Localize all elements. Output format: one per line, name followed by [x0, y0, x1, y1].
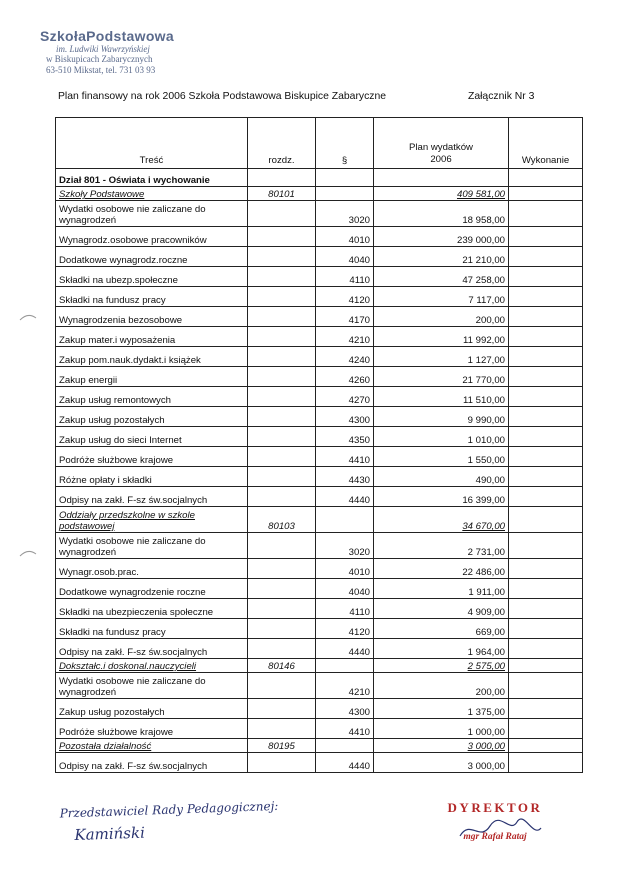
- cell-rozdzial: [248, 387, 316, 407]
- margin-hole-mark: [18, 548, 38, 558]
- director-name: mgr Rafał Rataj: [463, 832, 527, 842]
- table-row: [56, 619, 583, 639]
- cell-description: Szkoły Podstawowe: [56, 187, 248, 201]
- table-row: [56, 533, 583, 559]
- cell-description: Odpisy na zakł. F-sz św.socjalnych: [56, 753, 248, 773]
- cell-plan-amount: 11 510,00: [374, 387, 509, 407]
- table-row: [56, 753, 583, 773]
- cell-rozdzial: [248, 699, 316, 719]
- cell-description: Składki na ubezp.społeczne: [56, 267, 248, 287]
- cell-wykonanie: [509, 659, 583, 673]
- council-signature: [59, 793, 320, 846]
- table-body: [56, 169, 583, 773]
- cell-plan-amount: 239 000,00: [374, 227, 509, 247]
- table-row: [56, 427, 583, 447]
- cell-wykonanie: [509, 169, 583, 187]
- cell-description: Wynagr.osob.prac.: [56, 559, 248, 579]
- cell-rozdzial: [248, 407, 316, 427]
- cell-rozdzial: [248, 639, 316, 659]
- table-row: [56, 267, 583, 287]
- cell-plan-amount: 200,00: [374, 307, 509, 327]
- cell-paragraph: 3020: [316, 201, 374, 227]
- table-row: [56, 467, 583, 487]
- cell-rozdzial: 80101: [248, 187, 316, 201]
- cell-paragraph: 4040: [316, 579, 374, 599]
- cell-rozdzial: [248, 201, 316, 227]
- table-header-row: [56, 118, 583, 169]
- cell-description: Dodatkowe wynagrodz.roczne: [56, 247, 248, 267]
- header-tresc: Treść: [56, 118, 248, 169]
- cell-plan-amount: 21 770,00: [374, 367, 509, 387]
- cell-wykonanie: [509, 673, 583, 699]
- cell-paragraph: 4170: [316, 307, 374, 327]
- cell-description: Wydatki osobowe nie zaliczane do wynagrodzeń: [56, 673, 248, 699]
- cell-plan-amount: 409 581,00: [374, 187, 509, 201]
- cell-plan-amount: 4 909,00: [374, 599, 509, 619]
- cell-plan-amount: 1 964,00: [374, 639, 509, 659]
- cell-description: Wynagrodz.osobowe pracowników: [56, 227, 248, 247]
- cell-rozdzial: [248, 227, 316, 247]
- table-row: [56, 487, 583, 507]
- cell-description: Dokształc.i doskonal.nauczycieli: [56, 659, 248, 673]
- cell-rozdzial: [248, 427, 316, 447]
- cell-rozdzial: [248, 287, 316, 307]
- cell-rozdzial: [248, 533, 316, 559]
- cell-paragraph: 4040: [316, 247, 374, 267]
- cell-wykonanie: [509, 347, 583, 367]
- cell-plan-amount: 490,00: [374, 467, 509, 487]
- cell-rozdzial: [248, 447, 316, 467]
- cell-rozdzial: [248, 267, 316, 287]
- subsection-row: [56, 507, 583, 533]
- cell-rozdzial: [248, 559, 316, 579]
- cell-plan-amount: 3 000,00: [374, 753, 509, 773]
- cell-paragraph: 4350: [316, 427, 374, 447]
- table-row: [56, 699, 583, 719]
- cell-rozdzial: [248, 247, 316, 267]
- table-row: [56, 559, 583, 579]
- table-row: [56, 307, 583, 327]
- cell-paragraph: 4120: [316, 619, 374, 639]
- cell-paragraph: 4440: [316, 639, 374, 659]
- cell-wykonanie: [509, 307, 583, 327]
- cell-wykonanie: [509, 507, 583, 533]
- cell-description: Odpisy na zakł. F-sz św.socjalnych: [56, 487, 248, 507]
- subsection-row: [56, 187, 583, 201]
- document-title: Plan finansowy na rok 2006 Szkoła Podstawowa Biskupice Zabaryczne: [58, 91, 387, 102]
- cell-wykonanie: [509, 599, 583, 619]
- cell-description: Wynagrodzenia bezosobowe: [56, 307, 248, 327]
- cell-wykonanie: [509, 247, 583, 267]
- subsection-row: [56, 659, 583, 673]
- cell-description: Składki na fundusz pracy: [56, 619, 248, 639]
- cell-paragraph: [316, 659, 374, 673]
- table-row: [56, 387, 583, 407]
- cell-wykonanie: [509, 201, 583, 227]
- cell-paragraph: 4270: [316, 387, 374, 407]
- cell-plan-amount: 1 010,00: [374, 427, 509, 447]
- cell-paragraph: 4440: [316, 753, 374, 773]
- cell-description: Dział 801 - Oświata i wychowanie: [56, 169, 248, 187]
- cell-paragraph: 4120: [316, 287, 374, 307]
- subsection-row: [56, 739, 583, 753]
- cell-rozdzial: [248, 307, 316, 327]
- cell-wykonanie: [509, 367, 583, 387]
- cell-description: Wydatki osobowe nie zaliczane do wynagrodzeń: [56, 201, 248, 227]
- header-plan-label: Plan wydatków 2006: [409, 142, 473, 165]
- cell-rozdzial: [248, 327, 316, 347]
- cell-description: Podróże służbowe krajowe: [56, 447, 248, 467]
- cell-rozdzial: [248, 169, 316, 187]
- cell-rozdzial: [248, 487, 316, 507]
- header-plan: [374, 118, 509, 169]
- cell-wykonanie: [509, 619, 583, 639]
- cell-plan-amount: 47 258,00: [374, 267, 509, 287]
- cell-description: Zakup usług do sieci Internet: [56, 427, 248, 447]
- cell-plan-amount: 3 000,00: [374, 739, 509, 753]
- table-row: [56, 673, 583, 699]
- cell-wykonanie: [509, 739, 583, 753]
- cell-plan-amount: 18 958,00: [374, 201, 509, 227]
- cell-description: Zakup mater.i wyposażenia: [56, 327, 248, 347]
- cell-plan-amount: 1 911,00: [374, 579, 509, 599]
- table-row: [56, 447, 583, 467]
- table-row: [56, 227, 583, 247]
- cell-description: Zakup pom.nauk.dydakt.i książek: [56, 347, 248, 367]
- cell-wykonanie: [509, 579, 583, 599]
- cell-rozdzial: [248, 347, 316, 367]
- cell-description: Zakup usług pozostałych: [56, 407, 248, 427]
- cell-plan-amount: 16 399,00: [374, 487, 509, 507]
- cell-plan-amount: 2 731,00: [374, 533, 509, 559]
- cell-plan-amount: 7 117,00: [374, 287, 509, 307]
- cell-rozdzial: [248, 599, 316, 619]
- cell-description: Zakup energii: [56, 367, 248, 387]
- cell-wykonanie: [509, 387, 583, 407]
- table-row: [56, 367, 583, 387]
- cell-rozdzial: [248, 753, 316, 773]
- section-row: [56, 169, 583, 187]
- cell-plan-amount: 1 550,00: [374, 447, 509, 467]
- school-stamp: [40, 28, 210, 75]
- cell-paragraph: 4010: [316, 559, 374, 579]
- cell-paragraph: 4440: [316, 487, 374, 507]
- cell-plan-amount: [374, 169, 509, 187]
- cell-plan-amount: 200,00: [374, 673, 509, 699]
- cell-plan-amount: 2 575,00: [374, 659, 509, 673]
- cell-plan-amount: 1 375,00: [374, 699, 509, 719]
- director-title: DYREKTOR: [447, 800, 543, 815]
- header-paragraph: §: [316, 118, 374, 169]
- cell-description: Pozostała działalność: [56, 739, 248, 753]
- cell-rozdzial: 80103: [248, 507, 316, 533]
- cell-paragraph: 4430: [316, 467, 374, 487]
- cell-paragraph: 4260: [316, 367, 374, 387]
- cell-paragraph: 4010: [316, 227, 374, 247]
- cell-wykonanie: [509, 753, 583, 773]
- cell-wykonanie: [509, 327, 583, 347]
- cell-paragraph: 4110: [316, 267, 374, 287]
- cell-wykonanie: [509, 699, 583, 719]
- cell-wykonanie: [509, 719, 583, 739]
- cell-paragraph: [316, 187, 374, 201]
- annex-label: Załącznik Nr 3: [468, 91, 535, 102]
- cell-plan-amount: 11 992,00: [374, 327, 509, 347]
- cell-paragraph: 4410: [316, 719, 374, 739]
- cell-rozdzial: [248, 467, 316, 487]
- cell-wykonanie: [509, 533, 583, 559]
- cell-description: Podróże służbowe krajowe: [56, 719, 248, 739]
- margin-hole-mark: [18, 312, 38, 322]
- cell-rozdzial: [248, 579, 316, 599]
- stamp-location: w Biskupicach Zabarycznych: [46, 54, 153, 65]
- director-stamp: [425, 800, 565, 842]
- budget-table: [55, 117, 583, 773]
- stamp-school-name: SzkołaPodstawowa: [40, 28, 174, 44]
- table-row: [56, 247, 583, 267]
- cell-wykonanie: [509, 559, 583, 579]
- cell-wykonanie: [509, 227, 583, 247]
- director-signature-scrawl: [455, 814, 545, 844]
- cell-paragraph: 4410: [316, 447, 374, 467]
- header-wykonanie: Wykonanie: [509, 118, 583, 169]
- cell-wykonanie: [509, 427, 583, 447]
- cell-paragraph: 4240: [316, 347, 374, 367]
- cell-description: Oddziały przedszkolne w szkole podstawowej: [56, 507, 248, 533]
- cell-rozdzial: [248, 619, 316, 639]
- cell-description: Zakup usług pozostałych: [56, 699, 248, 719]
- cell-wykonanie: [509, 267, 583, 287]
- header-rozdz: rozdz.: [248, 118, 316, 169]
- cell-paragraph: [316, 507, 374, 533]
- cell-wykonanie: [509, 187, 583, 201]
- table-row: [56, 347, 583, 367]
- cell-paragraph: 4210: [316, 673, 374, 699]
- cell-description: Odpisy na zakł. F-sz św.socjalnych: [56, 639, 248, 659]
- cell-rozdzial: [248, 367, 316, 387]
- cell-description: Wydatki osobowe nie zaliczane do wynagrodzeń: [56, 533, 248, 559]
- cell-plan-amount: 34 670,00: [374, 507, 509, 533]
- cell-paragraph: [316, 169, 374, 187]
- table-row: [56, 201, 583, 227]
- cell-wykonanie: [509, 287, 583, 307]
- cell-paragraph: 4210: [316, 327, 374, 347]
- council-representative-label: Przedstawiciel Rady Pedagogicznej:: [59, 798, 279, 821]
- table-row: [56, 407, 583, 427]
- stamp-patron: im. Ludwiki Wawrzyńskiej: [56, 44, 150, 55]
- table-row: [56, 599, 583, 619]
- cell-wykonanie: [509, 487, 583, 507]
- table-row: [56, 579, 583, 599]
- cell-plan-amount: 21 210,00: [374, 247, 509, 267]
- stamp-address: 63-510 Mikstat, tel. 731 03 93: [46, 64, 156, 75]
- cell-wykonanie: [509, 407, 583, 427]
- table-row: [56, 327, 583, 347]
- cell-plan-amount: 1 127,00: [374, 347, 509, 367]
- cell-paragraph: 4300: [316, 407, 374, 427]
- cell-plan-amount: 669,00: [374, 619, 509, 639]
- cell-description: Zakup usług remontowych: [56, 387, 248, 407]
- cell-description: Składki na fundusz pracy: [56, 287, 248, 307]
- cell-paragraph: [316, 739, 374, 753]
- cell-plan-amount: 9 990,00: [374, 407, 509, 427]
- cell-paragraph: 4300: [316, 699, 374, 719]
- cell-wykonanie: [509, 639, 583, 659]
- cell-rozdzial: 80195: [248, 739, 316, 753]
- council-signature-name: Kamiński: [74, 823, 146, 845]
- table-row: [56, 639, 583, 659]
- cell-rozdzial: 80146: [248, 659, 316, 673]
- cell-wykonanie: [509, 447, 583, 467]
- cell-wykonanie: [509, 467, 583, 487]
- cell-plan-amount: 1 000,00: [374, 719, 509, 739]
- cell-plan-amount: 22 486,00: [374, 559, 509, 579]
- table-row: [56, 287, 583, 307]
- cell-paragraph: 3020: [316, 533, 374, 559]
- cell-rozdzial: [248, 719, 316, 739]
- cell-description: Składki na ubezpieczenia społeczne: [56, 599, 248, 619]
- cell-description: Dodatkowe wynagrodzenie roczne: [56, 579, 248, 599]
- cell-description: Różne opłaty i składki: [56, 467, 248, 487]
- cell-paragraph: 4110: [316, 599, 374, 619]
- cell-rozdzial: [248, 673, 316, 699]
- table-row: [56, 719, 583, 739]
